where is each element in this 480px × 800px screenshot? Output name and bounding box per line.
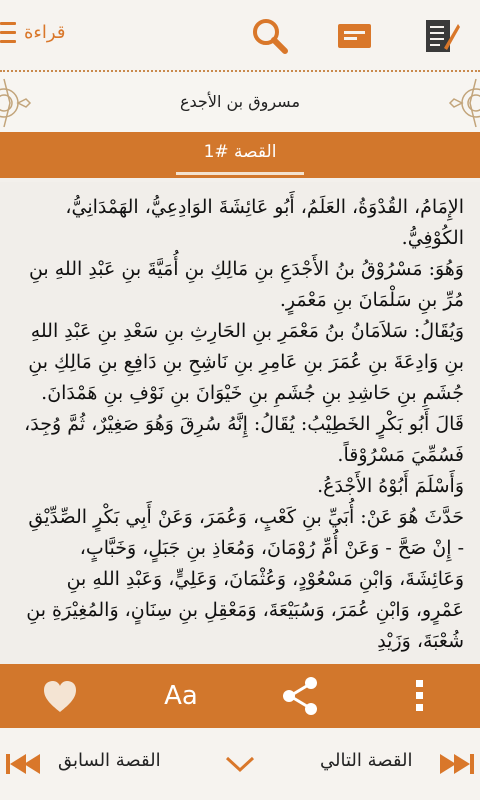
next-arrow-icon[interactable] [438, 752, 474, 776]
heart-icon[interactable] [38, 674, 82, 718]
ornament-left-icon [0, 74, 34, 132]
story-content[interactable] [0, 182, 480, 664]
paragraph: وَيُقَالُ: سَلاَمَانُ بنُ مَعْمَرِ بنِ الحَارِثِ بنِ سَعْدِ بنِ عَبْدِ اللهِ بنِ وَادِعَةَ بنِ عُمَرَ بنِ عَامِرِ بنِ نَاشِحِ بنِ دَافِعِ بنِ مَالِكِ بنِ جُشَمِ بنِ حَاشِدِ بنِ جُشَمِ بنِ خَيْوَانَ بنِ نَوْفِ بنِ هَمْدَانَ. [28, 320, 464, 404]
search-icon[interactable] [250, 16, 290, 56]
share-icon[interactable] [278, 674, 322, 718]
menu-icon[interactable] [0, 20, 20, 50]
read-mode-button[interactable]: قراءة [24, 22, 66, 43]
title-bar [0, 72, 480, 132]
paragraph: الإِمَامُ، القُدْوَةُ، العَلَمُ، أَبُو عَائِشَةَ الوَادِعِيُّ، الهَمْدَانِيُّ، الكُوْفِيُّ. [65, 196, 464, 249]
notes-icon[interactable] [420, 16, 460, 56]
action-bar [0, 664, 480, 728]
paragraph: قَالَ أَبُو بَكْرٍ الخَطِيْبُ: يُقَالُ: إِنَّهُ سُرِقَ وَهُوَ صَغِيْرٌ، ثُمَّ وُجِدَ، فَسُمِّيَ مَسْرُوْقاً. [24, 413, 464, 466]
next-story-button[interactable]: القصة التالي [320, 750, 413, 771]
chevron-down-icon[interactable] [224, 754, 256, 774]
top-toolbar [0, 0, 480, 72]
comment-icon[interactable] [335, 16, 375, 56]
bottom-nav [0, 728, 480, 800]
page-title: مسروق بن الأجدع [179, 92, 301, 111]
previous-story-button[interactable]: القصة السابق [58, 750, 161, 771]
story-tab-bar [0, 132, 480, 178]
previous-arrow-icon[interactable] [6, 752, 42, 776]
font-size-icon[interactable]: Aa [164, 681, 198, 711]
ornament-right-icon [446, 74, 480, 132]
paragraph: وَأَسْلَمَ أَبُوْهُ الأَجْدَعُ. [317, 475, 464, 497]
paragraph: حَدَّثَ هُوَ عَنْ: أُبَيِّ بنِ كَعْبٍ، وَعُمَرَ، وَعَنْ أَبِي بَكْرٍ الصِّدِّيْقِ - إِنْ صَحَّ - وَعَنْ أُمِّ رُوْمَانَ، وَمُعَاذِ بنِ جَبَلٍ، وَخَبَّابٍ، وَعَائِشَةَ، وَابْنِ مَسْعُوْدٍ، وَعُثْمَانَ، وَعَلِيٍّ، وَعَبْدِ اللهِ بنِ عَمْرٍو، وَابْنِ عُمَرَ، وَسُبَيْعَةَ، وَمَعْقِلِ بنِ سِنَانٍ، وَالمُغِيْرَةِ بنِ شُعْبَةَ، وَزَيْدِ [26, 506, 464, 652]
story-text [0, 182, 480, 657]
more-vertical-icon[interactable] [398, 674, 442, 718]
paragraph: وَهُوَ: مَسْرُوْقُ بنُ الأَجْدَعِ بنِ مَالِكِ بنِ أُمَيَّةَ بنِ عَبْدِ اللهِ بنِ مُرِّ بنِ سَلْمَانَ بنِ مَعْمَرٍ. [28, 258, 464, 311]
tab-story-1[interactable]: القصة #1 [176, 132, 304, 175]
